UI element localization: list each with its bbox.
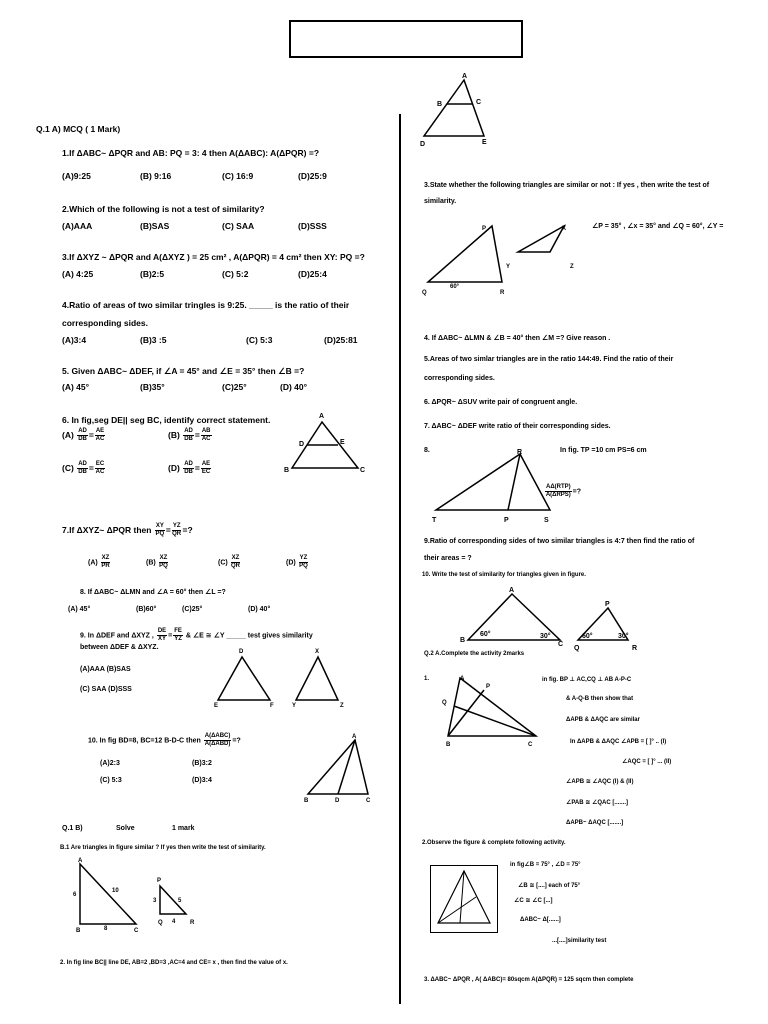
q5-option-c: (C)25° [222, 382, 247, 392]
svg-text:S: S [544, 517, 549, 524]
q5-option-d: (D) 40° [280, 382, 308, 392]
q6-text: 6. In fig,seg DE|| seg BC, identify correct statement. [62, 415, 271, 425]
r-q8-frac: $\frac{\text{AΔ(RTP)}}{\text{A(ΔRPS)}}$ [545, 484, 571, 498]
svg-text:5: 5 [178, 898, 182, 904]
q4-option-b: (B)3 :5 [140, 335, 167, 345]
r-q2a-num: 1. [424, 676, 430, 682]
q1-option-a: (A)9:25 [62, 171, 91, 181]
column-divider [399, 114, 401, 1004]
q6-option-a-frac1: $\frac{AD}{DB}$ [78, 428, 87, 442]
r-q2a-title: Q.2 A.Complete the activity 2marks [424, 651, 525, 657]
svg-text:C: C [360, 467, 366, 474]
svg-text:8: 8 [104, 926, 108, 932]
r-q3-line2: similarity. [424, 198, 457, 205]
r-q2b-line2: ∠B ≅ [....] each of 75° [518, 883, 581, 889]
r-q3-angles: ∠P = 35° , ∠x = 35° and ∠Q = 60°, ∠Y = [592, 223, 724, 230]
r-q9-line1: 9.Ratio of corresponding sides of two similar triangles is 4:7 then find the ratio of [424, 538, 695, 545]
svg-text:B: B [460, 637, 466, 644]
svg-text:Q: Q [574, 645, 580, 652]
r-q2b-line4: ΔABC~ Δ[......] [520, 917, 561, 923]
q2-option-c: (C) SAA [222, 221, 255, 231]
q6-option-c-frac1: $\frac{AD}{DB}$ [78, 461, 87, 475]
svg-text:B: B [446, 742, 451, 748]
q2-text: 2.Which of the following is not a test of similarity? [62, 204, 265, 214]
svg-text:60°: 60° [582, 633, 593, 640]
r-q8-figure [428, 446, 568, 526]
r-q9-line2: their areas = ? [424, 555, 472, 562]
svg-text:C: C [476, 99, 482, 106]
svg-text:R: R [500, 290, 505, 296]
q7-option-c: (C) $\frac{XZ}{QR}$ [218, 555, 240, 569]
q1-option-c: (C) 16:9 [222, 171, 254, 181]
q10-option-b: (B)3:2 [192, 760, 212, 767]
svg-text:Q: Q [158, 920, 163, 926]
svg-text:D: D [299, 441, 305, 448]
svg-text:Y: Y [292, 703, 297, 709]
svg-text:A: A [78, 858, 83, 864]
r-q2b-title: 2.Observe the figure & complete following activity. [422, 840, 566, 846]
q10-eq: =? [232, 737, 241, 745]
svg-text:Z: Z [570, 264, 574, 270]
r-q2a-line5: ∠AQC = [ ]° ... (II) [622, 759, 672, 765]
svg-text:P: P [157, 878, 162, 884]
q3-option-b: (B)2:5 [140, 269, 165, 279]
svg-text:4: 4 [172, 919, 176, 925]
q6-option-d-frac2: $\frac{AE}{EC}$ [201, 461, 211, 475]
r-q8-num: 8. [424, 447, 430, 454]
r-q2a-line6: ∠APB ≅ ∠AQC (I) & (II) [566, 779, 634, 785]
q9-figure [200, 645, 360, 707]
q6-option-a-frac2: $\frac{AE}{AC}$ [95, 428, 105, 442]
svg-text:B: B [437, 101, 443, 108]
svg-text:60°: 60° [450, 284, 460, 290]
r-q2a-line2: & A-Q-B then show that [566, 696, 634, 702]
q7-text-label: 7.If ΔXYZ~ ΔPQR then [62, 524, 152, 535]
svg-text:C: C [558, 641, 564, 648]
svg-text:A: A [462, 73, 468, 80]
r-q2a-line7: ∠PAB ≅ ∠QAC [.......] [566, 800, 629, 806]
q9-text [80, 628, 313, 643]
svg-text:3: 3 [153, 898, 157, 904]
q1-option-b: (B) 9:16 [140, 171, 172, 181]
q7-frac1: $\frac{XY}{PQ}$ [155, 523, 165, 537]
svg-text:B: B [304, 798, 309, 804]
q4-option-d: (D)25:81 [324, 335, 358, 345]
r-q4: 4. If ΔABC~ ΔLMN & ∠B = 40° then ∠M =? Give reason . [424, 335, 611, 342]
q10-option-a: (A)2:3 [100, 760, 120, 767]
q9-text-a: 9. In ΔDEF and ΔXYZ , [80, 632, 154, 640]
svg-text:A: A [460, 676, 465, 682]
r-q2b-line3: ∠C ≅ ∠C [...] [514, 898, 553, 904]
r-q3-line1: 3.State whether the following triangles are similar or not : If yes , then write the test of [424, 182, 710, 189]
q7-option-a: (A) $\frac{XZ}{PR}$ [88, 555, 110, 569]
q7-text: 7.If ΔXYZ~ ΔPQR then $\frac{XY}{PQ}$ = $\frac{YZ}{QR}$ =? [62, 523, 193, 537]
r-q2b-line1: in fig∠B = 75° , ∠D = 75° [510, 862, 581, 868]
q10-option-c: (C) 5:3 [100, 777, 122, 784]
svg-text:E: E [214, 703, 219, 709]
q8-option-a: (A) 45° [68, 606, 91, 613]
q7-eq: =? [182, 524, 193, 535]
q2-option-d: (D)SSS [298, 221, 327, 231]
svg-text:A: A [319, 413, 325, 420]
q6-option-b-frac1: $\frac{AD}{DB}$ [184, 428, 193, 442]
q6-option-b: (B) $\frac{AD}{DB}$ = $\frac{AB}{AC}$ [168, 428, 211, 442]
q9-text-b: & ∠E ≅ ∠Y _____ test gives similarity [185, 632, 313, 640]
r-q2b-line5: ...[....]similarity test [552, 938, 607, 944]
q6-option-c-label: (C) [62, 462, 74, 473]
r-q8-eq: =? [572, 488, 582, 496]
svg-text:F: F [270, 703, 274, 709]
q1b-question2: 2. In fig line BC|| line DE, AB=2 ,BD=3 ,AC=4 and CE= x , then find the value of x. [60, 960, 288, 966]
q10-text-label: 10. In fig BD=8, BC=12 B-D-C then [88, 737, 201, 745]
q7-frac2: $\frac{YZ}{QR}$ [172, 523, 182, 537]
r-q10-figure [456, 584, 646, 654]
q1b-solve: Solve [116, 825, 135, 832]
r-q10-text: 10. Write the test of similarity for triangles given in figure. [422, 572, 586, 578]
svg-text:10: 10 [112, 888, 119, 894]
q1b-figure [70, 856, 220, 936]
svg-text:X: X [315, 649, 320, 655]
r-q5-line2: corresponding sides. [424, 375, 495, 382]
svg-text:6: 6 [73, 892, 77, 898]
q10-text [88, 733, 241, 748]
svg-text:B: B [284, 467, 290, 474]
q5-option-a: (A) 45° [62, 382, 90, 392]
svg-text:C: C [366, 798, 371, 804]
r-q2a-line8: ΔAPB~ ΔAQC [.......] [566, 820, 624, 826]
q7-option-d: (D) $\frac{YZ}{PQ}$ [286, 555, 308, 569]
q3-option-a: (A) 4:25 [62, 269, 94, 279]
svg-text:R: R [632, 645, 638, 652]
q4-line2: corresponding sides. [62, 318, 148, 328]
r-q7: 7. ΔABC~ ΔDEF write ratio of their corresponding sides. [424, 423, 611, 430]
q8-option-b: (B)60° [136, 606, 157, 613]
q6-option-c: (C) $\frac{AD}{DB}$ = $\frac{EC}{AC}$ [62, 461, 105, 475]
q7-option-b: (B) $\frac{XZ}{PQ}$ [146, 555, 168, 569]
q6-option-d-label: (D) [168, 462, 180, 473]
svg-text:D: D [420, 141, 426, 148]
svg-text:D: D [239, 649, 244, 655]
q6-option-c-frac2: $\frac{EC}{AC}$ [95, 461, 105, 475]
q9-options-line1: (A)AAA (B)SAS [80, 666, 131, 673]
r-q2b-figure [430, 865, 496, 931]
svg-text:C: C [134, 928, 139, 934]
q3-option-d: (D)25:4 [298, 269, 327, 279]
q8-text: 8. If ΔABC~ ΔLMN and ∠A = 60° then ∠L =? [80, 589, 226, 596]
q4-line1: 4.Ratio of areas of two similar tringles is 9:25. _____ is the ratio of their [62, 300, 350, 310]
svg-text:C: C [528, 742, 533, 748]
svg-text:P: P [504, 517, 509, 524]
q9-frac1: $\frac{DE}{XY}$ [157, 628, 167, 642]
svg-text:P: P [486, 684, 491, 690]
r-q3b: 3. ΔABC~ ΔPQR , A( ΔABC)= 80sqcm A(ΔPQR) = 125 sqcm then complete [424, 977, 634, 983]
q1b-title: Q.1 B) [62, 825, 83, 832]
svg-text:E: E [482, 139, 487, 146]
r-q3-figure [420, 218, 590, 298]
svg-text:30°: 30° [540, 633, 551, 640]
q1-text: 1.If ΔABC~ ΔPQR and AB: PQ = 3: 4 then A(ΔABC): A(ΔPQR) =? [62, 148, 320, 158]
q3-option-c: (C) 5:2 [222, 269, 249, 279]
q9-eqsign: = [168, 632, 173, 640]
svg-text:R: R [517, 449, 523, 456]
svg-text:Q: Q [442, 700, 447, 706]
q9-frac2: $\frac{FE}{YZ}$ [174, 628, 182, 642]
svg-text:30°: 30° [618, 633, 629, 640]
q2-option-a: (A)AAA [62, 221, 93, 231]
q5-text: 5. Given ΔABC~ ΔDEF, if ∠A = 45° and ∠E = 35° then ∠B =? [62, 366, 305, 376]
q6-option-b-label: (B) [168, 429, 180, 440]
q6-option-b-frac2: $\frac{AB}{AC}$ [201, 428, 211, 442]
q1b-question1: B.1 Are triangles in figure similar ? If yes then write the test of similarity. [60, 845, 266, 851]
q8-option-c: (C)25° [182, 606, 203, 613]
svg-text:D: D [335, 798, 340, 804]
svg-text:60°: 60° [480, 631, 491, 638]
r-q6: 6. ΔPQR~ ΔSUV write pair of congruent angle. [424, 399, 578, 406]
r-q2a-figure [440, 672, 550, 752]
svg-text:Q: Q [422, 290, 427, 296]
svg-text:T: T [432, 517, 437, 524]
q1b-mark: 1 mark [172, 825, 195, 832]
q5-option-b: (B)35° [140, 382, 165, 392]
q1-option-d: (D)25:9 [298, 171, 327, 181]
svg-text:E: E [340, 439, 345, 446]
q4-option-c: (C) 5:3 [246, 335, 273, 345]
svg-text:A: A [352, 734, 357, 740]
header-box [289, 20, 523, 58]
q10-option-d: (D)3:4 [192, 777, 212, 784]
q9-line2: between ΔDEF & ΔXYZ. [80, 644, 159, 651]
svg-text:X: X [562, 226, 567, 232]
svg-text:Z: Z [340, 703, 344, 709]
svg-text:P: P [482, 226, 487, 232]
q6-option-d-frac1: $\frac{AD}{DB}$ [184, 461, 193, 475]
q4-option-a: (A)3:4 [62, 335, 87, 345]
r-q5-line1: 5.Areas of two simlar triangles are in the ratio 144:49. Find the ratio of their [424, 356, 674, 363]
r-q2a-line4: In ΔAPB & ΔAQC ∠APB = [ ]° .. (I) [570, 739, 667, 745]
svg-text:P: P [605, 601, 610, 608]
q8-option-d: (D) 40° [248, 606, 271, 613]
q6-option-d: (D) $\frac{AD}{DB}$ = $\frac{AE}{EC}$ [168, 461, 211, 475]
svg-text:A: A [509, 587, 515, 594]
q6-option-a: (A) $\frac{AD}{DB}$ = $\frac{AE}{AC}$ [62, 428, 105, 442]
r-q2a-line3: ΔAPB & ΔAQC are similar [566, 717, 640, 723]
svg-text:R: R [190, 920, 195, 926]
r-q8-fig-text: In fig. TP =10 cm PS=6 cm [560, 447, 647, 454]
svg-text:Y: Y [506, 264, 511, 270]
q3-text: 3.If ΔXYZ ~ ΔPQR and A(ΔXYZ ) = 25 cm² , A(ΔPQR) = 4 cm² then XY: PQ =? [62, 252, 365, 262]
r-q2a-line1: in fig. BP ⊥ AC,CQ ⊥ AB A-P-C [542, 677, 632, 683]
svg-text:B: B [76, 928, 81, 934]
section-title-q1a: Q.1 A) MCQ ( 1 Mark) [36, 124, 121, 134]
q10-frac: $\frac{\text{A(ΔABC)}}{\text{A(ΔABD)}}$ [204, 733, 231, 747]
q6-option-a-label: (A) [62, 429, 74, 440]
q10-figure [300, 732, 380, 804]
q6-figure [280, 410, 370, 480]
q9-options-line2: (C) SAA (D)SSS [80, 686, 132, 693]
top-right-figure [418, 70, 498, 150]
q2-option-b: (B)SAS [140, 221, 170, 231]
